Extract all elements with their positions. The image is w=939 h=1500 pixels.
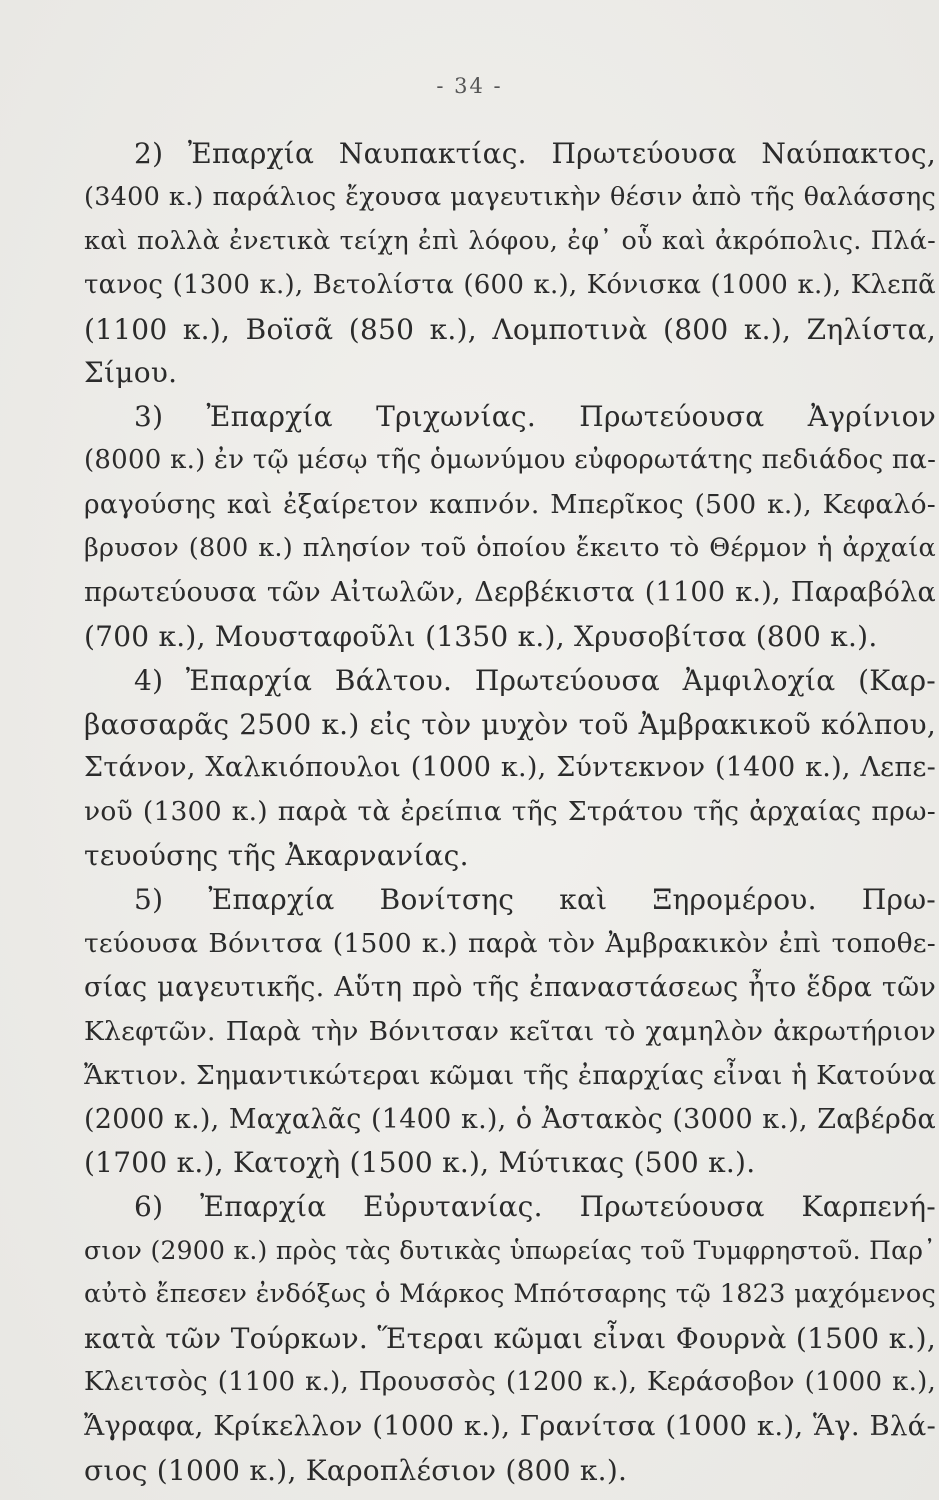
text-line: κατὰ τῶν Τούρκων. Ἕτεραι κῶμαι εἶναι Φουρνὰ (1500 κ.), [84, 1322, 936, 1356]
text-line: πρωτεύουσα τῶν Αἰτωλῶν, Δερβέκιστα (1100 κ.), Παραβόλα [84, 576, 936, 608]
text-line: 4) Ἐπαρχία Βάλτου. Πρωτεύουσα Ἀμφιλοχία (Καρ- [134, 663, 936, 697]
text-line: Ἄκτιον. Σημαντικώτεραι κῶμαι τῆς ἐπαρχίας εἶναι ἡ Κατούνα [84, 1059, 937, 1091]
text-line: αὐτὸ ἔπεσεν ἐνδόξως ὁ Μάρκος Μπότσαρης τῷ 1823 μαχόμενος [84, 1279, 936, 1310]
text-line: Ἄγραφα, Κρίκελλον (1000 κ.), Γρανίτσα (1000 κ.), Ἅγ. Βλά- [84, 1409, 936, 1442]
text-line: Σίμου. [84, 356, 178, 390]
text-line: σιος (1000 κ.), Καροπλέσιον (800 κ.). [84, 1453, 628, 1487]
text-line: σιον (2900 κ.) πρὸς τὰς δυτικὰς ὑπωρείας τοῦ Τυμφρηστοῦ. Παρ᾽ [84, 1236, 936, 1266]
text-line: (2000 κ.), Μαχαλᾶς (1400 κ.), ὁ Ἀστακὸς (3000 κ.), Ζαβέρδα [84, 1103, 936, 1135]
text-line: βρυσον (800 κ.) πλησίον τοῦ ὁποίου ἔκειτο τὸ Θέρμον ἡ ἀρχαία [84, 533, 936, 564]
paragraph-eparchia-valtou [84, 659, 936, 878]
text-line: Στάνον, Χαλκιόπουλοι (1000 κ.), Σύντεκνον (1400 κ.), Λεπε- [84, 752, 936, 784]
text-line: τεύουσα Βόνιτσα (1500 κ.) παρὰ τὸν Ἀμβρακικὸν ἐπὶ τοποθε- [84, 928, 936, 960]
body-text [84, 132, 936, 1493]
text-line: 2) Ἐπαρχία Ναυπακτίας. Πρωτεύουσα Ναύπακτος, [134, 137, 936, 170]
text-line: 3) Ἐπαρχία Τριχωνίας. Πρωτεύουσα Ἀγρίνιον [134, 400, 936, 434]
text-line: Κλειτσὸς (1100 κ.), Προυσσὸς (1200 κ.), Κεράσοβον (1000 κ.), [84, 1366, 936, 1397]
text-line: νοῦ (1300 κ.) παρὰ τὰ ἐρείπια τῆς Στράτου τῆς ἀρχαίας πρω- [84, 796, 936, 828]
text-line: (1100 κ.), Βοϊσᾶ (850 κ.), Λομποτινὰ (800 κ.), Ζηλίστα, [84, 312, 936, 346]
text-line: (700 κ.), Μουσταφοῦλι (1350 κ.), Χρυσοβίτσα (800 κ.). [84, 619, 878, 653]
text-line: 6) Ἐπαρχία Εὐρυτανίας. Πρωτεύουσα Καρπενή- [134, 1190, 936, 1224]
text-line: σίας μαγευτικῆς. Αὕτη πρὸ τῆς ἐπαναστάσεως ἦτο ἕδρα τῶν [84, 971, 936, 1003]
text-line: (1700 κ.), Κατοχὴ (1500 κ.), Μύτικας (500 κ.). [84, 1146, 756, 1180]
text-line: (8000 κ.) ἐν τῷ μέσῳ τῆς ὁμωνύμου εὐφορωτάτης πεδιάδος πα- [84, 445, 937, 476]
paragraph-eparchia-trichonias [84, 395, 936, 658]
text-line: τανος (1300 κ.), Βετολίστα (600 κ.), Κόνισκα (1000 κ.), Κλεπᾶ [84, 269, 936, 300]
text-line: ραγούσης καὶ ἐξαίρετον καπνόν. Μπερῖκος (500 κ.), Κεφαλό- [84, 489, 936, 521]
paragraph-eparchia-vonitsis [84, 878, 936, 1185]
paragraph-eparchia-nafpaktias [84, 132, 936, 395]
paragraph-eparchia-evrytanias [84, 1185, 936, 1492]
text-line: Κλεφτῶν. Παρὰ τὴν Βόνιτσαν κεῖται τὸ χαμηλὸν ἀκρωτήριον [84, 1015, 936, 1047]
text-line: τευούσης τῆς Ἀκαρνανίας. [84, 839, 469, 873]
text-line: βασσαρᾶς 2500 κ.) εἰς τὸν μυχὸν τοῦ Ἀμβρακικοῦ κόλπου, [84, 707, 936, 741]
text-line: 5) Ἐπαρχία Βονίτσης καὶ Ξηρομέρου. Πρω- [134, 883, 936, 917]
page-number: - 34 - [436, 74, 503, 98]
text-line: καὶ πολλὰ ἐνετικὰ τείχη ἐπὶ λόφου, ἐφ᾽ οὗ καὶ ἀκρόπολις. Πλά- [84, 225, 936, 256]
text-line: (3400 κ.) παράλιος ἔχουσα μαγευτικὴν θέσιν ἀπὸ τῆς θαλάσσης [84, 181, 936, 212]
